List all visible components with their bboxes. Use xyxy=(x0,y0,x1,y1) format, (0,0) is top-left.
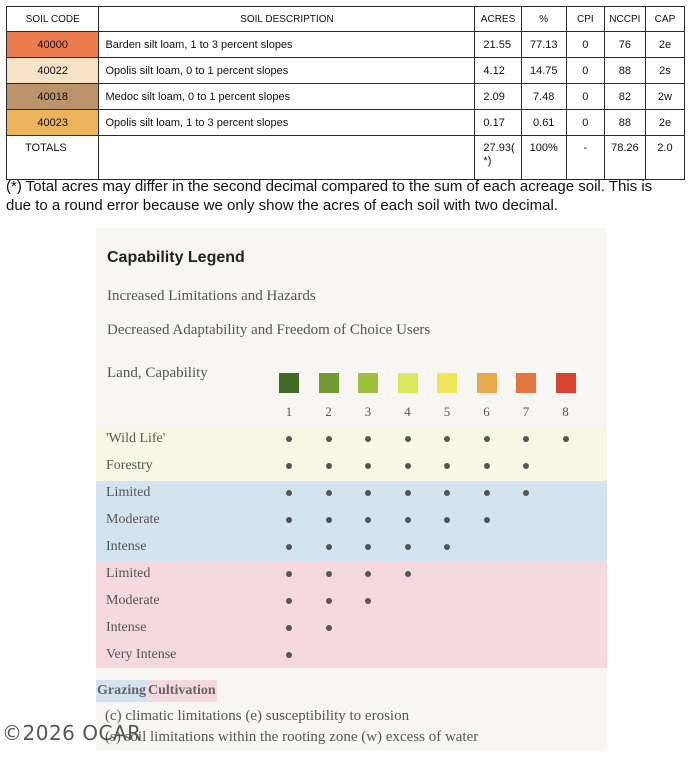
acres-cell: 4.12 xyxy=(475,58,521,84)
totals-percent: 100% xyxy=(521,136,566,180)
totals-cpi: - xyxy=(566,136,604,180)
soil-table-header-row xyxy=(7,7,685,32)
capability-dot xyxy=(286,598,292,604)
capability-dot xyxy=(484,436,490,442)
capability-dot xyxy=(523,436,529,442)
nccpi-cell: 88 xyxy=(604,58,645,84)
table-row xyxy=(7,84,685,110)
cpi-cell: 0 xyxy=(566,110,604,136)
soil-code-cell: 40018 xyxy=(7,84,99,110)
capability-row xyxy=(96,588,607,614)
capability-dot xyxy=(405,436,411,442)
cpi-cell: 0 xyxy=(566,32,604,58)
capability-row-label: Intense xyxy=(106,539,147,554)
capability-dot xyxy=(365,490,371,496)
table-row xyxy=(7,32,685,58)
capability-dot xyxy=(484,463,490,469)
cultivation-key: Cultivation xyxy=(147,680,217,702)
header-soil-description: SOIL DESCRIPTION xyxy=(99,7,475,32)
capability-dot xyxy=(286,490,292,496)
capability-row xyxy=(96,534,607,560)
percent-cell: 0.61 xyxy=(521,110,566,136)
acres-cell: 0.17 xyxy=(475,110,521,136)
capability-dot xyxy=(444,463,450,469)
capability-dot xyxy=(484,517,490,523)
grazing-key: Grazing xyxy=(96,680,147,702)
header-percent: % xyxy=(521,7,566,32)
header-soil-code: SOIL CODE xyxy=(7,7,99,32)
capability-row-label: Intense xyxy=(106,620,147,635)
capability-dot xyxy=(326,463,332,469)
legend-note-line: (c) climatic limitations (e) susceptibility to erosion xyxy=(105,708,410,724)
capability-class-number: 3 xyxy=(364,404,372,419)
capability-dot xyxy=(365,517,371,523)
capability-dot xyxy=(326,544,332,550)
capability-class-swatch xyxy=(556,373,576,393)
soil-code-cell: 40000 xyxy=(7,32,99,58)
soil-table xyxy=(6,6,685,180)
nccpi-cell: 82 xyxy=(604,84,645,110)
percent-cell: 14.75 xyxy=(521,58,566,84)
legend-land-capability-label: Land, Capability xyxy=(107,365,208,381)
soil-description-cell: Opolis silt loam, 0 to 1 percent slopes xyxy=(99,58,475,84)
percent-cell: 7.48 xyxy=(521,84,566,110)
capability-dot xyxy=(405,463,411,469)
capability-legend xyxy=(96,228,607,750)
capability-dot xyxy=(326,571,332,577)
capability-dot xyxy=(444,490,450,496)
copyright-watermark: ©2026 OCAR xyxy=(2,721,142,745)
header-nccpi: NCCPI xyxy=(604,7,645,32)
capability-dot xyxy=(365,598,371,604)
capability-class-swatch xyxy=(358,373,378,393)
capability-row-label: Limited xyxy=(106,566,151,581)
capability-class-swatch xyxy=(319,373,339,393)
capability-dot xyxy=(484,490,490,496)
capability-dot xyxy=(405,517,411,523)
capability-dot xyxy=(365,544,371,550)
legend-note-line: (s) soil limitations within the rooting zone (w) excess of water xyxy=(105,729,479,745)
capability-dot xyxy=(286,544,292,550)
totals-cap: 2.0 xyxy=(645,136,684,180)
cpi-cell: 0 xyxy=(566,58,604,84)
capability-class-number: 5 xyxy=(443,404,451,419)
soil-description-cell: Medoc silt loam, 0 to 1 percent slopes xyxy=(99,84,475,110)
capability-class-swatch xyxy=(437,373,457,393)
capability-class-number: 4 xyxy=(404,404,411,419)
capability-dot xyxy=(405,490,411,496)
totals-label: TOTALS xyxy=(7,136,99,180)
capability-dot xyxy=(286,517,292,523)
capability-row xyxy=(96,507,607,533)
capability-dot xyxy=(326,598,332,604)
acres-cell: 2.09 xyxy=(475,84,521,110)
nccpi-cell: 76 xyxy=(604,32,645,58)
capability-row-label: Forestry xyxy=(106,458,153,473)
capability-row-label: Very Intense xyxy=(106,647,177,662)
capability-dot xyxy=(326,625,332,631)
soil-description-cell: Barden silt loam, 1 to 3 percent slopes xyxy=(99,32,475,58)
capability-dot xyxy=(444,517,450,523)
capability-class-number: 7 xyxy=(522,404,530,419)
capability-row-label: 'Wild Life' xyxy=(106,431,166,446)
cap-cell: 2w xyxy=(645,84,684,110)
capability-row-label: Moderate xyxy=(106,512,160,527)
capability-row-label: Limited xyxy=(106,485,151,500)
percent-cell: 77.13 xyxy=(521,32,566,58)
header-cap: CAP xyxy=(645,7,684,32)
capability-row-label: Moderate xyxy=(106,593,160,608)
legend-title: Capability Legend xyxy=(107,249,245,266)
capability-dot xyxy=(286,571,292,577)
capability-class-swatch xyxy=(398,373,418,393)
acres-cell: 21.55 xyxy=(475,32,521,58)
capability-dot xyxy=(523,463,529,469)
capability-dot xyxy=(326,436,332,442)
capability-dot xyxy=(365,571,371,577)
cap-cell: 2s xyxy=(645,58,684,84)
capability-row xyxy=(96,642,607,668)
capability-dot xyxy=(326,490,332,496)
soil-code-cell: 40023 xyxy=(7,110,99,136)
totals-acres: 27.93( *) xyxy=(475,136,521,180)
capability-class-swatch xyxy=(477,373,497,393)
table-row xyxy=(7,58,685,84)
capability-dot xyxy=(365,436,371,442)
capability-class-swatch xyxy=(516,373,536,393)
legend-limitations-line: Increased Limitations and Hazards xyxy=(107,288,316,304)
capability-dot xyxy=(286,625,292,631)
legend-key xyxy=(96,680,217,702)
capability-dot xyxy=(523,490,529,496)
capability-class-number: 2 xyxy=(325,404,332,419)
capability-class-number: 6 xyxy=(483,404,490,419)
capability-class-number: 8 xyxy=(562,404,569,419)
nccpi-cell: 88 xyxy=(604,110,645,136)
capability-dot xyxy=(286,463,292,469)
legend-adaptability-line: Decreased Adaptability and Freedom of Choice Users xyxy=(107,322,431,338)
capability-class-swatch xyxy=(279,373,299,393)
capability-dot xyxy=(444,544,450,550)
capability-dot xyxy=(444,436,450,442)
soil-description-cell: Opolis silt loam, 1 to 3 percent slopes xyxy=(99,110,475,136)
acreage-footnote: (*) Total acres may differ in the second decimal compared to the sum of each acreage soil. This is due to a round error because we only show the acres of each soil with two decimal. xyxy=(6,178,653,214)
capability-class-number: 1 xyxy=(285,404,293,419)
capability-row xyxy=(96,480,607,506)
capability-row xyxy=(96,453,607,479)
cap-cell: 2e xyxy=(645,32,684,58)
capability-dot xyxy=(563,436,569,442)
capability-dot xyxy=(405,571,411,577)
totals-description xyxy=(99,136,475,180)
capability-row xyxy=(96,615,607,641)
capability-dot xyxy=(286,436,292,442)
header-cpi: CPI xyxy=(566,7,604,32)
totals-row xyxy=(7,136,685,180)
cpi-cell: 0 xyxy=(566,84,604,110)
table-row xyxy=(7,110,685,136)
capability-dot xyxy=(365,463,371,469)
soil-code-cell: 40022 xyxy=(7,58,99,84)
capability-dot xyxy=(286,652,292,658)
capability-dot xyxy=(326,517,332,523)
capability-dot xyxy=(405,544,411,550)
totals-nccpi: 78.26 xyxy=(604,136,645,180)
cap-cell: 2e xyxy=(645,110,684,136)
capability-row xyxy=(96,426,607,452)
header-acres: ACRES xyxy=(475,7,521,32)
capability-row xyxy=(96,561,607,587)
